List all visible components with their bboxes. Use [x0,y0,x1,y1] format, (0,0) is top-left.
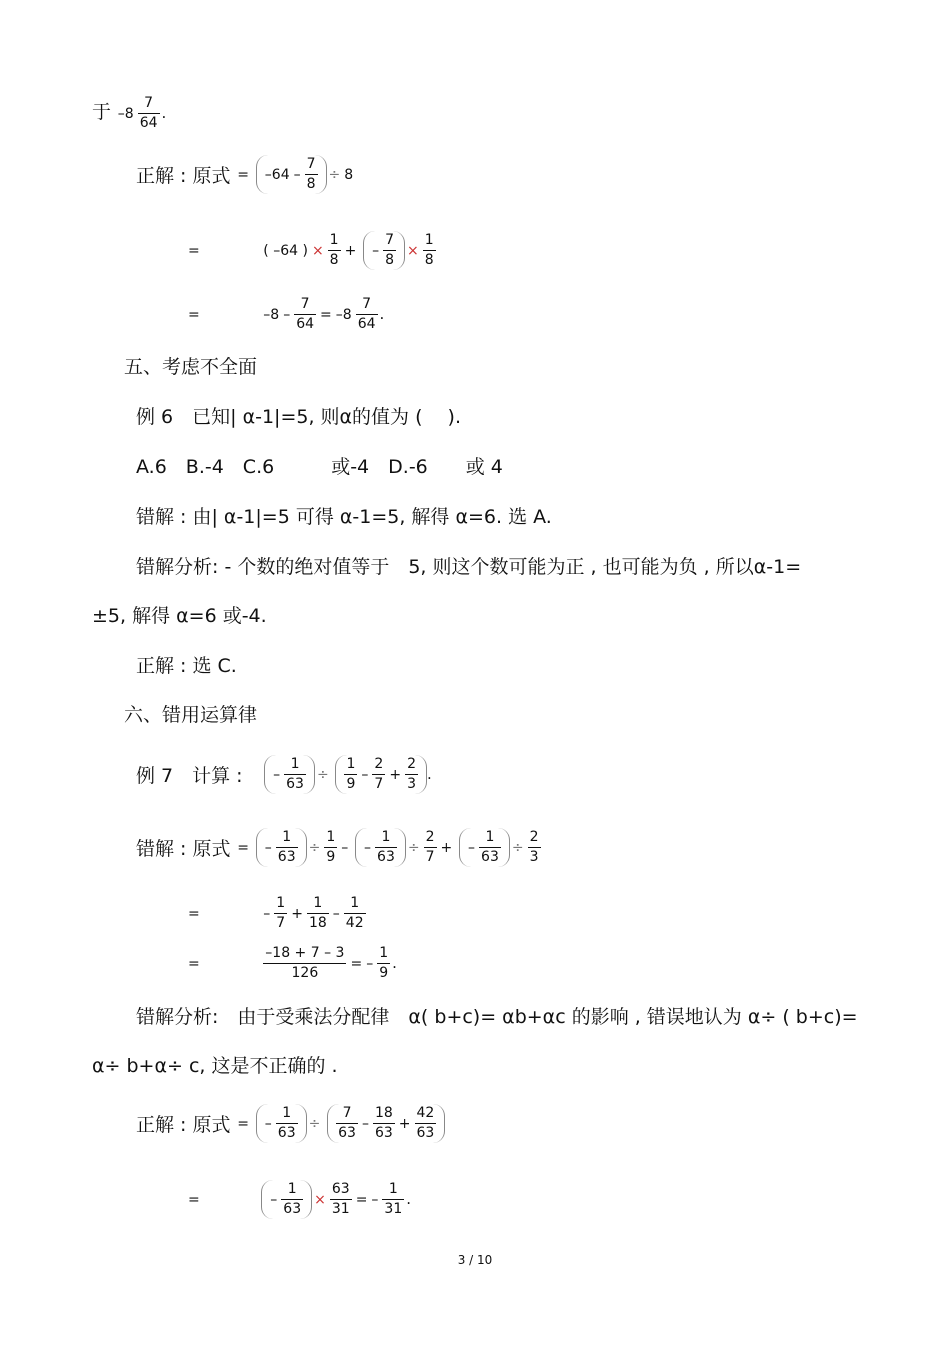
intro-result [92,94,166,133]
wrong-step-3 [186,944,397,983]
plus-sign: + [291,905,303,922]
paren-group [327,1104,445,1143]
equals-sign: = [188,905,200,922]
divide-sign: ÷ [328,166,341,183]
period: . [406,1190,412,1208]
fraction: $\frac{7}{8}$ [306,156,316,192]
paren-group: – $\frac{1}{63}$ [355,828,406,867]
divide-sign: ÷ [308,1115,321,1132]
wrong-solution-6: 错解 : 由| α-1|=5 可得 α-1=5, 解得 α=6. 选 A. [136,506,552,528]
correct-step-1 [136,155,355,194]
equals-sign: = [188,306,200,323]
fraction: $\frac{1}{8}$ [329,232,339,268]
example-6: 例 6 已知| α-1|=5, 则α的值为 ( ). [136,406,461,428]
divide-sign: ÷ [308,839,321,856]
fraction: $\frac{2}{3}$ [407,756,416,792]
analysis-7-line1: 错解分析: 由于受乘法分配律 α( b+c)= αb+αc 的影响 , 错误地认为 α÷ ( b+c)= [136,1006,858,1028]
fraction: $\frac{1}{42}$ [345,895,364,931]
page-number: 3 / 10 [457,1253,493,1267]
correct-label: 正解 : 原式 [136,1114,231,1136]
fraction: $\frac{1}{9}$ [379,945,389,981]
paren-group [256,155,327,194]
paren-group: – $\frac{1}{63}$ [459,828,510,867]
fraction: $\frac{42}{63}$ [416,1105,435,1141]
term: 8 [344,166,354,183]
paren-group [335,755,427,794]
example-6-options: A.6 B.-4 C.6 或-4 D.-6 或 4 [136,456,503,478]
period: . [379,305,385,323]
term: –8 [263,306,280,323]
plus-sign: + [398,1115,411,1132]
divide-sign: ÷ [316,766,329,783]
minus-sign: – [371,1191,379,1208]
fraction: $\frac{1}{18}$ [308,895,327,931]
minus-sign: – [332,905,340,922]
paren-group: – $\frac{1}{63}$ [256,828,307,867]
mixed-whole: –8 [117,105,134,122]
section-heading-6: 六、错用运算律 [124,704,258,726]
equals-sign: = [320,306,332,323]
fraction: $\frac{7}{64}$ [296,296,315,332]
divide-sign: ÷ [407,839,420,856]
fraction: $\frac{2}{3}$ [529,829,539,865]
analysis-6-line2: ±5, 解得 α=6 或-4. [92,605,267,627]
term: ( –64 ) [263,242,308,259]
correct-step-2 [186,231,438,270]
wrong-step-2 [186,894,368,933]
plus-sign: + [344,242,357,259]
equals-sign: = [237,166,249,183]
analysis-6-line1: 错解分析: - 个数的绝对值等于 5, 则这个数可能为正 , 也可能为负 , 所以α-1= [136,556,802,578]
paren-group [363,231,405,270]
section-heading-5: 五、考虑不全面 [124,356,258,378]
equals-sign: = [188,1191,200,1208]
paren-group: – $\frac{1}{63}$ [261,1180,312,1219]
equals-sign: = [350,955,363,972]
fraction: $\frac{1}{7}$ [276,895,286,931]
fraction: $\frac{2}{7}$ [374,756,384,792]
fraction: $\frac{-18 + 7 - 3}{126}$ [265,945,345,981]
period: . [161,104,167,122]
yu-text: 于 [92,101,112,123]
term: –64 [264,166,290,183]
correct7-step-2 [186,1180,411,1219]
fraction: $\frac{2}{7}$ [425,829,435,865]
correct7-step-1 [136,1104,445,1143]
wrong-label: 错解 : 原式 [136,838,231,860]
minus-sign: – [361,766,369,783]
example-7-label: 例 7 计算 : [136,765,243,787]
equals-sign: = [188,955,200,972]
correct-step-3 [186,295,384,334]
paren-group [264,755,315,794]
fraction: $\frac{1}{9}$ [326,829,336,865]
equals-sign: = [237,1115,249,1132]
paren-group: – $\frac{1}{63}$ [256,1104,307,1143]
wrong-step-1 [136,828,543,867]
minus-sign: – [341,839,349,856]
fraction: $\frac{7}{63}$ [338,1105,356,1141]
minus-sign: – [293,166,301,183]
fraction: $\frac{63}{31}$ [331,1181,350,1217]
fraction: $\frac{7}{64}$ [139,95,158,131]
minus-sign: – [366,955,374,972]
fraction: $\frac{1}{9}$ [346,756,356,792]
fraction: $\frac{1}{63}$ [286,756,304,792]
minus-sign: – [361,1115,369,1132]
fraction: $\frac{7}{64}$ [357,296,376,332]
minus-sign: – [283,306,291,323]
period: . [426,765,432,783]
divide-sign: ÷ [511,839,524,856]
correct-solution-6: 正解 : 选 C. [136,655,237,677]
plus-sign: + [389,766,402,783]
times-sign: × [314,1191,326,1208]
fraction: $\frac{18}{63}$ [374,1105,393,1141]
minus-sign: – [273,766,281,783]
example-7 [136,755,432,794]
fraction: $\frac{1}{8}$ [424,232,434,268]
period: . [392,954,397,972]
analysis-7-line2: α÷ b+α÷ c, 这是不正确的 . [92,1055,338,1077]
fraction: $\frac{1}{31}$ [384,1181,403,1217]
correct-label: 正解 : 原式 [136,165,231,187]
equals-sign: = [237,839,249,856]
plus-sign: + [440,839,453,856]
minus-sign: – [263,905,271,922]
times-sign: × [407,242,419,259]
equals-sign: = [355,1191,368,1208]
equals-sign: = [188,242,200,259]
minus-sign: – [372,242,380,259]
fraction: $\frac{7}{8}$ [385,232,395,268]
term: –8 [335,306,352,323]
times-sign: × [311,242,324,259]
